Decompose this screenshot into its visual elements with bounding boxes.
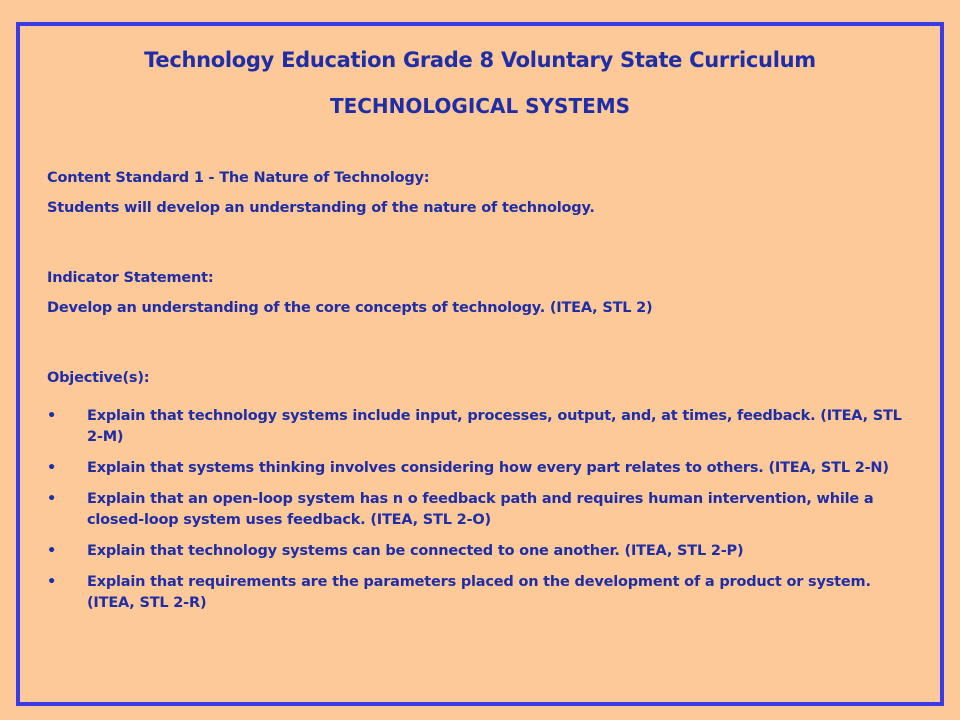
objective-item: [47, 406, 912, 448]
slide-title: Technology Education Grade 8 Voluntary State Curriculum: [144, 48, 816, 72]
content-standard-heading: Content Standard 1 - The Nature of Technology:: [47, 170, 430, 186]
objective-text: Explain that systems thinking involves considering how every part relates to others. (ITEA, STL 2-N): [87, 460, 889, 476]
objective-item: [47, 541, 912, 562]
objective-text: Explain that technology systems include input, processes, output, and, at times, feedback. (ITEA, STL 2-M): [87, 408, 902, 445]
objective-item: [47, 489, 912, 531]
bullet-dot: •: [47, 408, 57, 424]
bullet-dot: •: [47, 574, 57, 590]
indicator-text: Develop an understanding of the core concepts of technology. (ITEA, STL 2): [47, 300, 653, 316]
objective-text: Explain that technology systems can be connected to one another. (ITEA, STL 2-P): [87, 543, 744, 559]
objectives-list: [47, 406, 927, 624]
content-standard-text: Students will develop an understanding of the nature of technology.: [47, 200, 595, 216]
slide-subtitle: TECHNOLOGICAL SYSTEMS: [329, 94, 631, 118]
slide-border-frame: [16, 22, 944, 706]
objective-item: [47, 458, 912, 479]
bullet-dot: •: [47, 491, 57, 507]
objectives-heading: Objective(s):: [47, 370, 150, 386]
objective-item: [47, 572, 912, 614]
objective-text: Explain that requirements are the parameters placed on the development of a product or system. (ITEA, STL 2-R): [87, 574, 871, 611]
bullet-dot: •: [47, 543, 57, 559]
bullet-dot: •: [47, 460, 57, 476]
objective-text: Explain that an open-loop system has n o feedback path and requires human intervention, while a closed-loop system uses feedback. (ITEA, STL 2-O): [87, 491, 874, 528]
indicator-heading: Indicator Statement:: [47, 270, 214, 286]
